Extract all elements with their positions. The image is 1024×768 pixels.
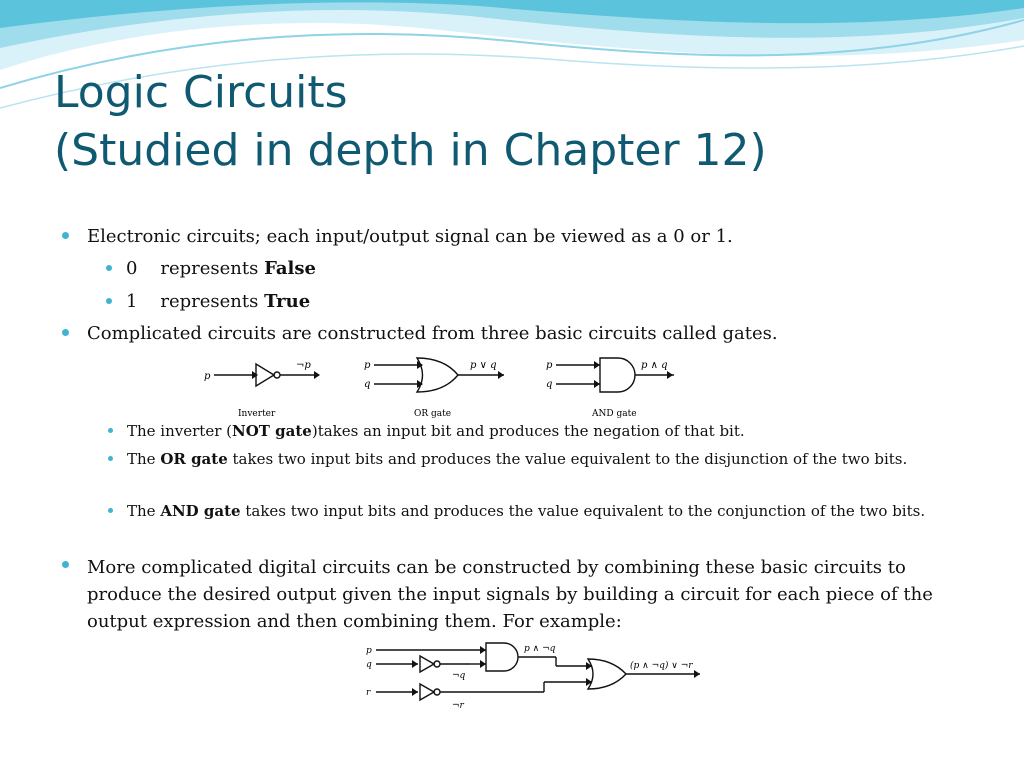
or-gate-caption: OR gate bbox=[414, 409, 452, 419]
title-line-1: Logic Circuits bbox=[54, 67, 348, 118]
bullet-text: Complicated circuits are constructed from three basic circuits called gates. bbox=[87, 323, 778, 344]
bullet-text: More complicated digital circuits can be constructed by combining these basic circuits to produce the desired output given the input signals by building a circuit for each piece of the output expression and then combining them. For example: bbox=[87, 557, 933, 632]
bullet-icon bbox=[108, 456, 113, 461]
inverter-output-label: ¬p bbox=[296, 360, 311, 371]
example-circuit-figure bbox=[364, 640, 706, 718]
not-r-label: ¬r bbox=[452, 701, 464, 711]
or-input-p-label: p bbox=[364, 360, 371, 371]
basic-gates-figure bbox=[204, 352, 678, 422]
or-output-label: p ∨ q bbox=[470, 360, 497, 371]
represents-label: represents bbox=[160, 258, 265, 279]
represents-label: represents bbox=[160, 291, 265, 312]
final-output-label: (p ∧ ¬q) ∨ ¬r bbox=[630, 661, 693, 671]
bullet-text bbox=[127, 500, 925, 522]
input-q-label: q bbox=[366, 660, 372, 670]
bullet-icon bbox=[106, 265, 112, 271]
bullet-complicated-circuits bbox=[62, 322, 962, 346]
text-pre: The bbox=[127, 450, 161, 468]
bullet-icon bbox=[108, 428, 113, 433]
and-gate-caption: AND gate bbox=[592, 409, 637, 419]
bullet-icon bbox=[108, 508, 113, 513]
not-q-label: ¬q bbox=[452, 671, 466, 681]
bullet-icon bbox=[62, 561, 69, 568]
text-post: takes two input bits and produces the value equivalent to the disjunction of the two bits. bbox=[227, 450, 908, 468]
bullet-and-gate bbox=[108, 500, 968, 522]
bullet-icon bbox=[62, 232, 69, 239]
sub-bullet-text bbox=[126, 257, 316, 281]
input-p-label: p bbox=[366, 646, 372, 656]
text-post: )takes an input bit and produces the negation of that bit. bbox=[311, 422, 745, 440]
bullet-electronic-circuits bbox=[62, 225, 962, 249]
and-input-q-label: q bbox=[546, 379, 553, 390]
bullet-icon bbox=[62, 329, 69, 336]
bullet-icon bbox=[106, 298, 112, 304]
bit-number: 1 bbox=[126, 291, 138, 312]
input-r-label: r bbox=[366, 688, 371, 698]
slide-title bbox=[54, 64, 767, 180]
true-value: True bbox=[264, 291, 311, 312]
sub-bullet-text bbox=[126, 290, 310, 314]
bullet-text: Electronic circuits; each input/output signal can be viewed as a 0 or 1. bbox=[87, 226, 733, 247]
false-value: False bbox=[264, 258, 316, 279]
bullet-or-gate bbox=[108, 448, 968, 470]
title-line-2: (Studied in depth in Chapter 12) bbox=[54, 125, 767, 176]
sub-bullet-zero bbox=[106, 257, 316, 281]
text-pre: The bbox=[127, 502, 161, 520]
sub-bullet-one bbox=[106, 290, 310, 314]
bullet-combining-circuits bbox=[62, 554, 968, 635]
text-pre: The inverter ( bbox=[127, 422, 232, 440]
inverter-caption: Inverter bbox=[238, 409, 276, 419]
and-output-label: p ∧ ¬q bbox=[524, 644, 556, 654]
not-gate-term: NOT gate bbox=[232, 422, 312, 440]
bit-number: 0 bbox=[126, 258, 138, 279]
and-gate-term: AND gate bbox=[160, 502, 241, 520]
bullet-not-gate bbox=[108, 420, 968, 442]
and-input-p-label: p bbox=[546, 360, 553, 371]
bullet-text bbox=[127, 420, 745, 442]
inverter-input-label: p bbox=[204, 371, 211, 382]
or-input-q-label: q bbox=[364, 379, 371, 390]
or-gate-term: OR gate bbox=[160, 450, 228, 468]
text-post: takes two input bits and produces the value equivalent to the conjunction of the two bits. bbox=[240, 502, 926, 520]
bullet-text bbox=[127, 448, 907, 470]
and-output-label: p ∧ q bbox=[641, 360, 668, 371]
